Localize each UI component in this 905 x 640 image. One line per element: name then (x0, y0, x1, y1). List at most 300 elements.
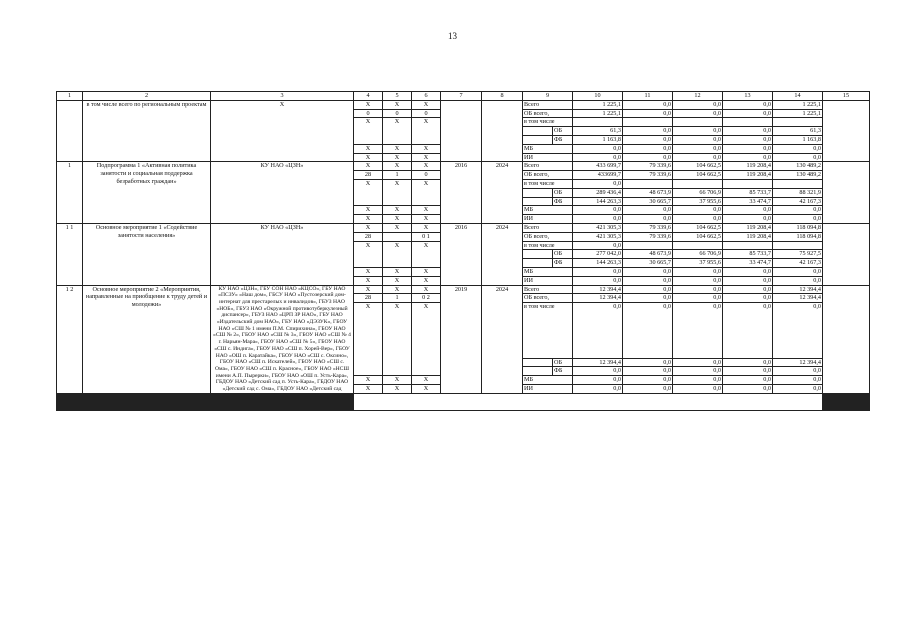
code-cell: 0 (383, 109, 412, 118)
code-cell: 0 2 (412, 294, 441, 303)
row-number (57, 100, 83, 162)
code-cell: Х (383, 153, 412, 162)
value-cell: 144 263,3 (573, 259, 623, 268)
measure-name: Основное мероприятие 2 «Мероприятия, направленные на приобщение к труду детей и молодежи» (83, 285, 211, 393)
column-header: 10 (573, 92, 623, 101)
column-header: 14 (773, 92, 823, 101)
header-row (57, 92, 870, 101)
code-cell: Х (354, 285, 383, 294)
value-cell: 61,3 (573, 127, 623, 136)
code-cell: Х (412, 303, 441, 376)
indent-cell (523, 127, 553, 136)
value-cell: 12 394,4 (573, 294, 623, 303)
value-cell: 1 163,8 (773, 135, 823, 144)
source-label: Всего (523, 100, 573, 109)
year-end: 2024 (482, 223, 523, 285)
value-cell: 1 225,1 (773, 109, 823, 118)
source-label: Всего (523, 223, 573, 232)
value-cell: 0,0 (673, 144, 723, 153)
column-header: 11 (623, 92, 673, 101)
value-cell: 0,0 (673, 285, 723, 294)
value-cell: 421 305,3 (573, 232, 623, 241)
value-cell (723, 241, 773, 250)
code-cell: Х (383, 162, 412, 171)
value-cell: 0,0 (723, 215, 773, 224)
source-label: ОБ всего, (523, 232, 573, 241)
empty-cell (412, 409, 441, 410)
code-cell: Х (412, 179, 441, 205)
value-cell: 12 394,4 (773, 285, 823, 294)
value-cell: 0,0 (723, 367, 773, 376)
code-cell: Х (383, 100, 412, 109)
value-cell: 0,0 (673, 367, 723, 376)
value-cell: 0,0 (723, 135, 773, 144)
year-end: 2024 (482, 162, 523, 224)
code-cell: Х (412, 285, 441, 294)
value-cell: 0,0 (573, 179, 623, 188)
value-cell: 37 955,6 (673, 259, 723, 268)
value-cell: 0,0 (773, 267, 823, 276)
indent-cell (523, 197, 553, 206)
value-cell: 119 208,4 (723, 162, 773, 171)
column-header: 12 (673, 92, 723, 101)
code-cell: Х (383, 118, 412, 144)
code-cell: Х (383, 376, 412, 385)
value-cell: 0,0 (723, 144, 773, 153)
value-cell: 0,0 (573, 367, 623, 376)
code-cell: Х (383, 144, 412, 153)
value-cell: 79 339,6 (623, 171, 673, 180)
year-start: 2019 (441, 285, 482, 393)
code-cell: Х (354, 241, 383, 267)
value-cell: 0,0 (573, 153, 623, 162)
value-cell: 0,0 (573, 206, 623, 215)
value-cell: 0,0 (773, 206, 823, 215)
code-cell: Х (412, 223, 441, 232)
value-cell: 0,0 (623, 144, 673, 153)
source-label: ОБ (553, 250, 573, 259)
code-cell: Х (412, 144, 441, 153)
source-label: ИИ (523, 153, 573, 162)
value-cell: 0,0 (673, 276, 723, 285)
row-number: 1 1 (57, 223, 83, 285)
value-cell: 0,0 (623, 358, 673, 367)
value-cell: 12 394,4 (773, 294, 823, 303)
value-cell: 0,0 (673, 206, 723, 215)
value-cell: 79 339,6 (623, 223, 673, 232)
value-cell: 0,0 (623, 294, 673, 303)
value-cell: 33 474,7 (723, 259, 773, 268)
value-cell: 12 394,4 (573, 358, 623, 367)
value-cell (673, 241, 723, 250)
value-cell: 0,0 (623, 367, 673, 376)
value-cell: 12 394,4 (573, 285, 623, 294)
value-cell: 48 673,9 (623, 188, 673, 197)
value-cell: 0,0 (623, 303, 673, 358)
value-cell: 0,0 (673, 153, 723, 162)
source-label: в том числе (523, 118, 573, 127)
source-label: ФБ (553, 259, 573, 268)
code-cell: Х (383, 206, 412, 215)
value-cell: 0,0 (723, 303, 773, 358)
code-cell: Х (412, 267, 441, 276)
value-cell: 0,0 (623, 285, 673, 294)
source-label: ИИ (523, 384, 573, 393)
value-cell: 0,0 (773, 215, 823, 224)
year-start (441, 100, 482, 162)
code-cell: Х (412, 100, 441, 109)
source-label: в том числе (523, 241, 573, 250)
value-cell: 104 662,5 (673, 223, 723, 232)
indent-cell (523, 250, 553, 259)
code-cell: Х (383, 241, 412, 267)
value-cell: 0,0 (723, 276, 773, 285)
value-cell: 0,0 (623, 127, 673, 136)
value-cell (623, 118, 673, 127)
value-cell: 0,0 (623, 215, 673, 224)
code-cell: Х (412, 153, 441, 162)
table-row (57, 100, 870, 109)
empty-cell (773, 409, 823, 410)
value-cell: 37 955,6 (673, 197, 723, 206)
value-cell: 61,3 (773, 127, 823, 136)
code-cell: Х (383, 215, 412, 224)
value-cell (673, 179, 723, 188)
code-cell: Х (383, 285, 412, 294)
code-cell: 1 (383, 171, 412, 180)
measure-name: Основное мероприятие 1 «Содействие занятости населения» (83, 223, 211, 285)
code-cell: Х (412, 241, 441, 267)
empty-cell (441, 409, 482, 410)
indent-cell (523, 358, 553, 367)
source-label: в том числе (523, 303, 573, 358)
value-cell: 48 673,9 (623, 250, 673, 259)
code-cell: Х (383, 276, 412, 285)
source-label: МБ (523, 376, 573, 385)
value-cell (723, 179, 773, 188)
code-cell: Х (354, 384, 383, 393)
value-cell: 0,0 (573, 376, 623, 385)
value-cell: 0,0 (723, 100, 773, 109)
code-cell: Х (383, 384, 412, 393)
value-cell: 119 208,4 (723, 171, 773, 180)
empty-cell (523, 409, 553, 410)
value-cell: 130 489,2 (773, 171, 823, 180)
column-header: 4 (354, 92, 383, 101)
page-number: 13 (448, 31, 457, 41)
code-cell: Х (354, 100, 383, 109)
value-cell (673, 118, 723, 127)
value-cell: 1 225,1 (773, 100, 823, 109)
row-number: 1 (57, 162, 83, 224)
value-cell: 0,0 (573, 215, 623, 224)
value-cell: 79 339,6 (623, 232, 673, 241)
code-cell: Х (354, 215, 383, 224)
code-cell: Х (412, 215, 441, 224)
source-label: ОБ (553, 188, 573, 197)
note-cell (823, 223, 870, 285)
value-cell: 0,0 (623, 109, 673, 118)
empty-cell (623, 409, 673, 410)
indent-cell (523, 188, 553, 197)
value-cell: 0,0 (573, 267, 623, 276)
value-cell: 0,0 (673, 376, 723, 385)
value-cell: 0,0 (623, 384, 673, 393)
code-cell: 28 (354, 171, 383, 180)
value-cell: 0,0 (573, 144, 623, 153)
table-row (57, 285, 870, 294)
source-label: в том числе (523, 179, 573, 188)
value-cell: 0,0 (573, 241, 623, 250)
value-cell: 75 927,5 (773, 250, 823, 259)
value-cell: 0,0 (723, 153, 773, 162)
value-cell: 0,0 (673, 384, 723, 393)
source-label: МБ (523, 267, 573, 276)
code-cell: Х (354, 303, 383, 376)
column-header: 5 (383, 92, 412, 101)
source-label: ОБ всего, (523, 171, 573, 180)
value-cell (773, 241, 823, 250)
code-cell: 0 1 (412, 232, 441, 241)
value-cell (773, 118, 823, 127)
value-cell: 0,0 (723, 285, 773, 294)
code-cell: Х (354, 144, 383, 153)
empty-cell (723, 409, 773, 410)
row-number: 1 2 (57, 285, 83, 393)
empty-cell (211, 409, 354, 410)
value-cell: 118 094,8 (773, 223, 823, 232)
value-cell: 66 706,9 (673, 250, 723, 259)
value-cell: 421 305,3 (573, 223, 623, 232)
value-cell: 0,0 (673, 100, 723, 109)
column-header: 3 (211, 92, 354, 101)
note-cell (823, 285, 870, 393)
table-row (57, 409, 870, 410)
budget-table-sheet (56, 91, 849, 411)
column-header: 15 (823, 92, 870, 101)
value-cell: 0,0 (573, 384, 623, 393)
code-cell: Х (354, 179, 383, 205)
value-cell: 1 163,8 (573, 135, 623, 144)
value-cell: 0,0 (623, 206, 673, 215)
value-cell: 0,0 (623, 376, 673, 385)
executor: КУ НАО «ЦЗН» (211, 223, 354, 285)
column-header: 2 (83, 92, 211, 101)
source-label: ФБ (553, 367, 573, 376)
indent-cell (523, 135, 553, 144)
value-cell: 33 474,7 (723, 197, 773, 206)
value-cell: 0,0 (723, 376, 773, 385)
value-cell: 0,0 (773, 376, 823, 385)
column-header: 8 (482, 92, 523, 101)
source-label: Всего (523, 162, 573, 171)
value-cell: 0,0 (623, 153, 673, 162)
value-cell: 0,0 (623, 276, 673, 285)
code-cell: Х (354, 153, 383, 162)
value-cell (723, 118, 773, 127)
value-cell: 1 225,1 (573, 100, 623, 109)
value-cell: 42 167,3 (773, 197, 823, 206)
value-cell: 0,0 (623, 100, 673, 109)
value-cell: 0,0 (673, 135, 723, 144)
value-cell: 0,0 (673, 109, 723, 118)
code-cell: 28 (354, 294, 383, 303)
value-cell: 0,0 (673, 127, 723, 136)
source-label: ФБ (553, 135, 573, 144)
code-cell (383, 232, 412, 241)
value-cell: 0,0 (673, 294, 723, 303)
indent-cell (523, 259, 553, 268)
value-cell: 0,0 (623, 267, 673, 276)
code-cell: Х (354, 276, 383, 285)
code-cell: Х (354, 162, 383, 171)
empty-cell (553, 409, 573, 410)
measure-name: Подпрограмма 1 «Активная политика занятости и социальная поддержка безработных граждан» (83, 162, 211, 224)
value-cell: 0,0 (673, 267, 723, 276)
code-cell: Х (412, 276, 441, 285)
empty-cell (354, 409, 383, 410)
value-cell (623, 241, 673, 250)
code-cell: Х (412, 162, 441, 171)
budget-table (56, 91, 870, 411)
code-cell: Х (383, 267, 412, 276)
column-header: 7 (441, 92, 482, 101)
value-cell: 0,0 (723, 206, 773, 215)
value-cell: 85 733,7 (723, 250, 773, 259)
value-cell: 104 662,5 (673, 171, 723, 180)
indent-cell (523, 367, 553, 376)
empty-cell (57, 409, 83, 410)
value-cell: 0,0 (723, 294, 773, 303)
code-cell: Х (383, 223, 412, 232)
code-cell: Х (383, 303, 412, 376)
value-cell: 118 094,8 (773, 232, 823, 241)
code-cell: Х (412, 118, 441, 144)
value-cell: 30 665,7 (623, 197, 673, 206)
value-cell: 0,0 (623, 135, 673, 144)
executor: Х (211, 100, 354, 162)
source-label: ОБ всего, (523, 294, 573, 303)
empty-cell (482, 409, 523, 410)
source-label: Всего (523, 285, 573, 294)
note-cell (823, 100, 870, 162)
code-cell: 1 (383, 294, 412, 303)
column-header: 6 (412, 92, 441, 101)
source-label: ОБ (553, 127, 573, 136)
value-cell: 88 321,9 (773, 188, 823, 197)
source-label: ИИ (523, 276, 573, 285)
column-header: 1 (57, 92, 83, 101)
value-cell: 0,0 (773, 303, 823, 358)
value-cell: 130 489,2 (773, 162, 823, 171)
value-cell (623, 179, 673, 188)
value-cell: 433 699,7 (573, 162, 623, 171)
year-end: 2024 (482, 285, 523, 393)
value-cell: 0,0 (723, 127, 773, 136)
source-label: ОБ всего, (523, 109, 573, 118)
value-cell: 0,0 (773, 276, 823, 285)
code-cell: Х (354, 223, 383, 232)
value-cell: 79 339,6 (623, 162, 673, 171)
value-cell: 85 733,7 (723, 188, 773, 197)
value-cell: 0,0 (773, 367, 823, 376)
empty-cell (823, 409, 870, 410)
code-cell: Х (383, 179, 412, 205)
value-cell: 0,0 (723, 384, 773, 393)
code-cell: 0 (354, 109, 383, 118)
source-label: ИИ (523, 215, 573, 224)
source-label: МБ (523, 206, 573, 215)
note-cell (823, 162, 870, 224)
value-cell: 0,0 (723, 267, 773, 276)
column-header: 13 (723, 92, 773, 101)
table-row (57, 162, 870, 171)
code-cell: 28 (354, 232, 383, 241)
column-header: 9 (523, 92, 573, 101)
value-cell: 0,0 (573, 303, 623, 358)
code-cell: Х (412, 206, 441, 215)
value-cell: 0,0 (723, 109, 773, 118)
measure-name: в том числе всего по региональным проектам (83, 100, 211, 162)
code-cell: Х (412, 376, 441, 385)
empty-cell (573, 409, 623, 410)
value-cell: 12 394,4 (773, 358, 823, 367)
value-cell: 0,0 (773, 384, 823, 393)
value-cell: 42 167,3 (773, 259, 823, 268)
value-cell: 0,0 (673, 215, 723, 224)
value-cell: 0,0 (773, 153, 823, 162)
value-cell: 0,0 (673, 303, 723, 358)
value-cell: 66 706,9 (673, 188, 723, 197)
code-cell: Х (354, 118, 383, 144)
executor: КУ НАО «ЦЗН» (211, 162, 354, 224)
empty-cell (383, 409, 412, 410)
empty-cell (83, 409, 211, 410)
value-cell (573, 118, 623, 127)
value-cell: 104 662,5 (673, 162, 723, 171)
value-cell: 119 208,4 (723, 223, 773, 232)
value-cell: 433699,7 (573, 171, 623, 180)
value-cell: 0,0 (773, 144, 823, 153)
source-label: ФБ (553, 197, 573, 206)
code-cell: Х (354, 267, 383, 276)
code-cell: 0 (412, 171, 441, 180)
year-start: 2016 (441, 223, 482, 285)
year-start: 2016 (441, 162, 482, 224)
code-cell: Х (412, 384, 441, 393)
code-cell: Х (354, 376, 383, 385)
value-cell (773, 179, 823, 188)
empty-cell (673, 409, 723, 410)
value-cell: 30 665,7 (623, 259, 673, 268)
code-cell: Х (354, 206, 383, 215)
value-cell: 1 225,1 (573, 109, 623, 118)
value-cell: 119 208,4 (723, 232, 773, 241)
table-row (57, 223, 870, 232)
value-cell: 289 436,4 (573, 188, 623, 197)
executor: КУ НАО «ЦЗН», ГБУ СОН НАО «КЦСО», ГБУ НАО «ПСЗУ» «Наш дом», ГБСУ НАО «Пустозерский дом-интернат для престарелых и инвалидов», ГБУЗ НАО «НОБ», ГБУЗ НАО «Окружной противотуберкулезный диспансер», ГБУЗ НАО «ЦРП ЗР НАО», ГБУ НАО «Издательский дом НАО», ГБУ НАО «ДЭЗУК», ГБОУ НАО «СШ № 1 имени П.М. Спирихина», ГБОУ НАО «СШ № 2», ГБОУ НАО «СШ № 3», ГБОУ НАО «СШ № 4 г. Нарьян-Мара», ГБОУ НАО «СШ № 5», ГБОУ НАО «СШ с. Индига», ГБОУ НАО «СШ п. Хорей-Вер», ГБОУ НАО «ОШ п. Каратайка», ГБОУ НАО «СШ с. Оксино», ГБОУ НАО «СШ п. Искателей», ГБОУ НАО «СШ с. Ома», ГБОУ НАО «СШ п. Красное», ГБОУ НАО «НСШ имени А.П. Пырерки», ГБОУ НАО «ОШ п. Усть-Кара», ГБДОУ НАО «Детский сад п. Усть-Кара», ГБДОУ НАО «Детский сад с. Ома», ГБДОУ НАО «Детский сад (211, 285, 354, 393)
value-cell: 144 263,3 (573, 197, 623, 206)
year-end (482, 100, 523, 162)
value-cell: 0,0 (673, 358, 723, 367)
source-label: ОБ (553, 358, 573, 367)
value-cell: 0,0 (723, 358, 773, 367)
value-cell: 277 042,0 (573, 250, 623, 259)
code-cell: 0 (412, 109, 441, 118)
value-cell: 0,0 (573, 276, 623, 285)
source-label: МБ (523, 144, 573, 153)
value-cell: 104 662,5 (673, 232, 723, 241)
